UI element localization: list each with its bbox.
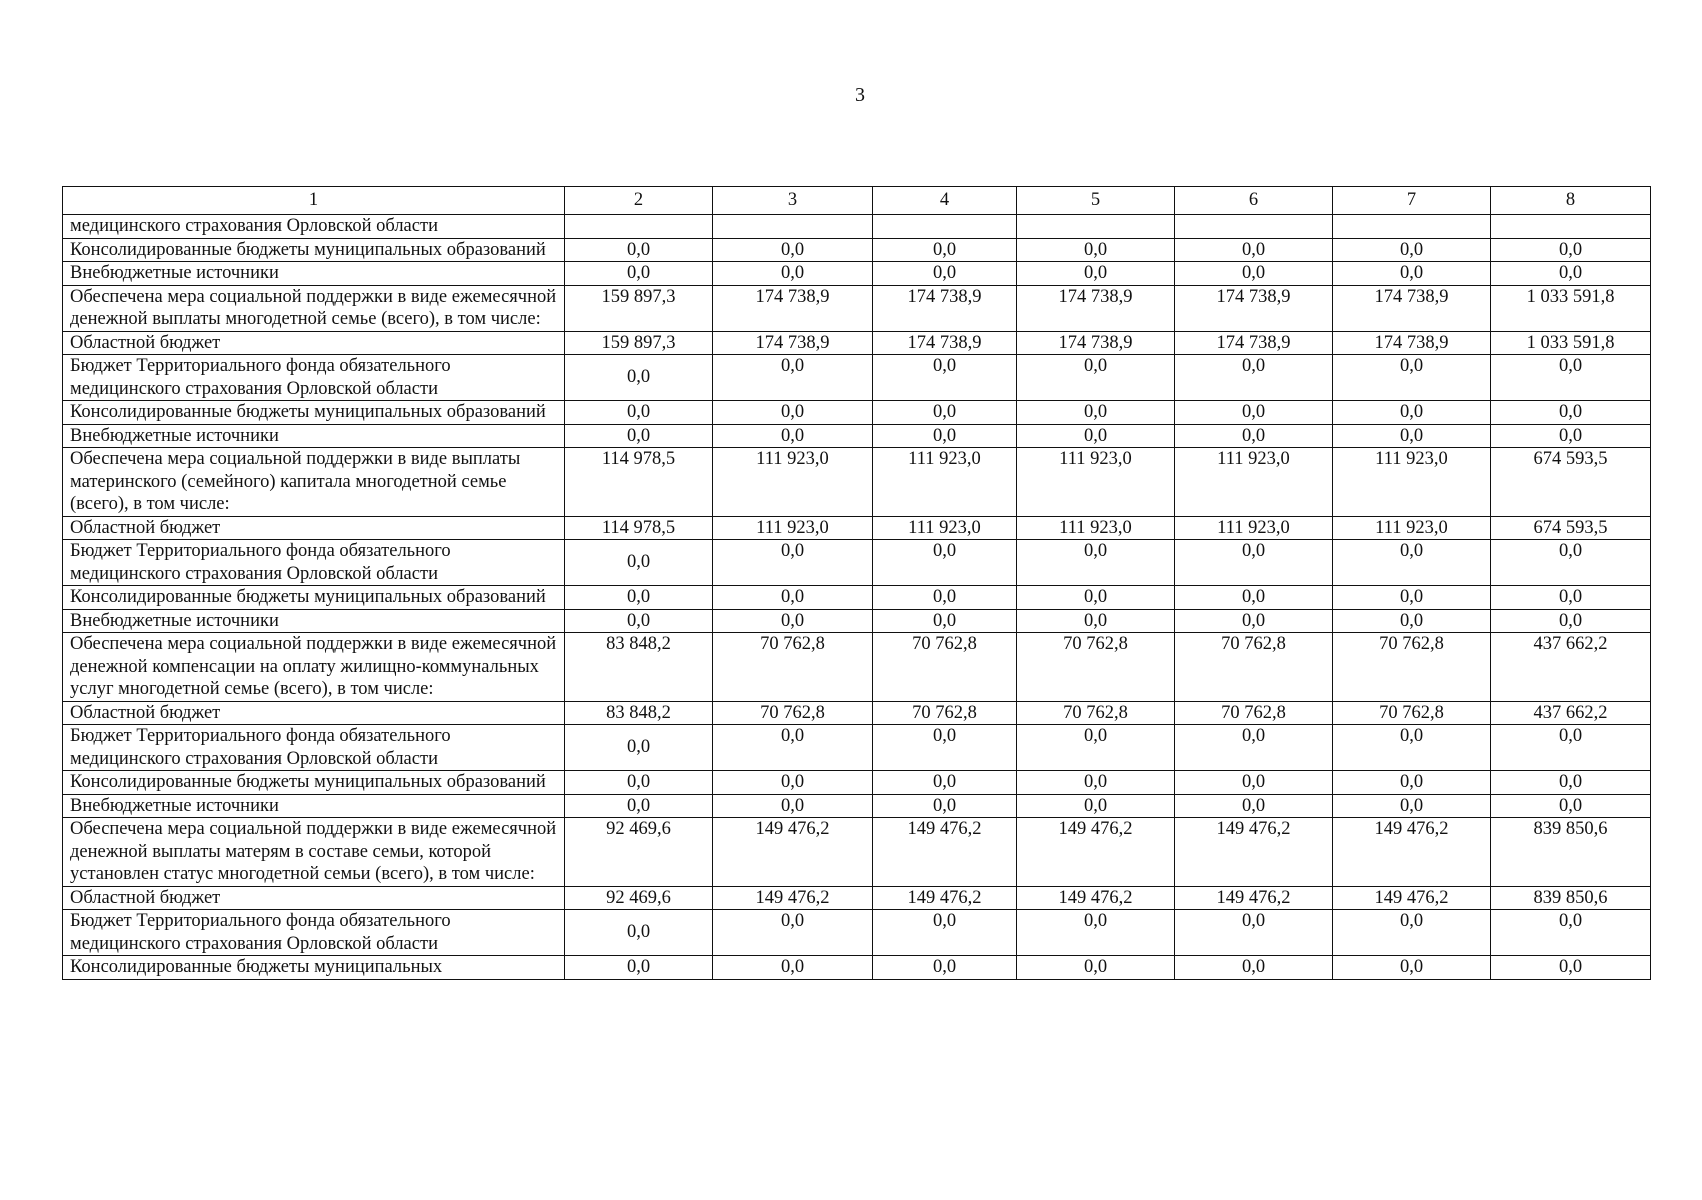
row-label: Обеспечена мера социальной поддержки в виде ежемесячной денежной компенсации на оплату жилищно-коммунальных услуг многодетной семье (всего), в том числе: <box>63 633 565 702</box>
cell-col-2: 0,0 <box>565 725 713 771</box>
cell-col-7: 111 923,0 <box>1333 516 1491 540</box>
cell-col-4: 0,0 <box>873 609 1017 633</box>
cell-col-7: 0,0 <box>1333 771 1491 795</box>
cell-col-6: 0,0 <box>1175 771 1333 795</box>
cell-col-7: 0,0 <box>1333 424 1491 448</box>
cell-col-7: 174 738,9 <box>1333 285 1491 331</box>
row-label: Консолидированные бюджеты муниципальных образований <box>63 401 565 425</box>
cell-col-7 <box>1333 215 1491 239</box>
cell-col-4: 149 476,2 <box>873 818 1017 887</box>
cell-col-3: 70 762,8 <box>713 633 873 702</box>
cell-col-2: 0,0 <box>565 238 713 262</box>
cell-col-5 <box>1017 215 1175 239</box>
cell-col-5: 149 476,2 <box>1017 886 1175 910</box>
cell-col-4: 0,0 <box>873 355 1017 401</box>
cell-col-8: 437 662,2 <box>1491 633 1651 702</box>
table-row <box>63 794 1651 818</box>
cell-col-8: 0,0 <box>1491 262 1651 286</box>
cell-col-5: 0,0 <box>1017 401 1175 425</box>
cell-col-5: 0,0 <box>1017 586 1175 610</box>
budget-table <box>62 186 1651 980</box>
table-row <box>63 633 1651 702</box>
cell-col-8: 0,0 <box>1491 725 1651 771</box>
cell-col-2: 159 897,3 <box>565 285 713 331</box>
cell-col-6: 0,0 <box>1175 540 1333 586</box>
cell-col-5: 111 923,0 <box>1017 516 1175 540</box>
cell-col-6: 174 738,9 <box>1175 331 1333 355</box>
cell-col-4: 0,0 <box>873 586 1017 610</box>
cell-col-5: 0,0 <box>1017 725 1175 771</box>
cell-col-7: 0,0 <box>1333 725 1491 771</box>
table-row <box>63 725 1651 771</box>
table-row <box>63 215 1651 239</box>
cell-col-8: 0,0 <box>1491 910 1651 956</box>
cell-col-3: 174 738,9 <box>713 285 873 331</box>
cell-col-5: 0,0 <box>1017 956 1175 980</box>
table-row <box>63 609 1651 633</box>
cell-col-5: 0,0 <box>1017 910 1175 956</box>
cell-col-4: 174 738,9 <box>873 331 1017 355</box>
cell-col-4: 0,0 <box>873 771 1017 795</box>
column-header-3: 3 <box>713 187 873 215</box>
cell-col-3: 0,0 <box>713 771 873 795</box>
row-label: Внебюджетные источники <box>63 424 565 448</box>
cell-col-4: 0,0 <box>873 401 1017 425</box>
cell-col-2: 0,0 <box>565 956 713 980</box>
cell-col-6: 111 923,0 <box>1175 516 1333 540</box>
table-row <box>63 771 1651 795</box>
cell-col-2: 92 469,6 <box>565 818 713 887</box>
cell-col-5: 0,0 <box>1017 771 1175 795</box>
table-row <box>63 355 1651 401</box>
column-header-8: 8 <box>1491 187 1651 215</box>
cell-col-7: 0,0 <box>1333 794 1491 818</box>
cell-col-2: 114 978,5 <box>565 516 713 540</box>
page-number: 3 <box>855 84 865 106</box>
cell-col-6: 0,0 <box>1175 401 1333 425</box>
cell-col-7: 70 762,8 <box>1333 633 1491 702</box>
cell-col-6: 0,0 <box>1175 586 1333 610</box>
cell-col-8: 0,0 <box>1491 355 1651 401</box>
cell-col-3: 70 762,8 <box>713 701 873 725</box>
cell-col-2: 0,0 <box>565 586 713 610</box>
cell-col-3: 0,0 <box>713 355 873 401</box>
cell-col-3: 0,0 <box>713 956 873 980</box>
cell-col-3 <box>713 215 873 239</box>
row-label: Областной бюджет <box>63 516 565 540</box>
cell-col-4: 174 738,9 <box>873 285 1017 331</box>
cell-col-7: 0,0 <box>1333 956 1491 980</box>
cell-col-3: 0,0 <box>713 401 873 425</box>
cell-col-7: 149 476,2 <box>1333 818 1491 887</box>
row-label: Консолидированные бюджеты муниципальных образований <box>63 586 565 610</box>
cell-col-3: 0,0 <box>713 586 873 610</box>
cell-col-2: 92 469,6 <box>565 886 713 910</box>
cell-col-5: 0,0 <box>1017 355 1175 401</box>
table-row <box>63 910 1651 956</box>
row-label: Консолидированные бюджеты муниципальных образований <box>63 238 565 262</box>
cell-col-6: 70 762,8 <box>1175 701 1333 725</box>
cell-col-3: 0,0 <box>713 262 873 286</box>
row-label: Бюджет Территориального фонда обязательного медицинского страхования Орловской области <box>63 725 565 771</box>
cell-col-2 <box>565 215 713 239</box>
cell-col-3: 111 923,0 <box>713 448 873 517</box>
table-row <box>63 818 1651 887</box>
cell-col-4: 111 923,0 <box>873 448 1017 517</box>
cell-col-4: 0,0 <box>873 424 1017 448</box>
cell-col-6: 0,0 <box>1175 609 1333 633</box>
cell-col-2: 0,0 <box>565 794 713 818</box>
cell-col-5: 0,0 <box>1017 794 1175 818</box>
cell-col-8: 839 850,6 <box>1491 886 1651 910</box>
cell-col-7: 70 762,8 <box>1333 701 1491 725</box>
cell-col-5: 149 476,2 <box>1017 818 1175 887</box>
row-label: Обеспечена мера социальной поддержки в виде выплаты материнского (семейного) капитала многодетной семье (всего), в том числе: <box>63 448 565 517</box>
table-row <box>63 285 1651 331</box>
table-row <box>63 401 1651 425</box>
cell-col-3: 149 476,2 <box>713 818 873 887</box>
cell-col-5: 0,0 <box>1017 262 1175 286</box>
column-header-1: 1 <box>63 187 565 215</box>
cell-col-4: 111 923,0 <box>873 516 1017 540</box>
cell-col-2: 0,0 <box>565 771 713 795</box>
cell-col-2: 83 848,2 <box>565 633 713 702</box>
row-label: Обеспечена мера социальной поддержки в виде ежемесячной денежной выплаты многодетной семье (всего), в том числе: <box>63 285 565 331</box>
cell-col-2: 0,0 <box>565 262 713 286</box>
cell-col-5: 111 923,0 <box>1017 448 1175 517</box>
cell-col-8: 0,0 <box>1491 401 1651 425</box>
cell-col-2: 0,0 <box>565 355 713 401</box>
cell-col-6: 174 738,9 <box>1175 285 1333 331</box>
table-row <box>63 956 1651 980</box>
cell-col-4: 0,0 <box>873 910 1017 956</box>
cell-col-4: 0,0 <box>873 238 1017 262</box>
cell-col-4: 0,0 <box>873 956 1017 980</box>
table-row <box>63 586 1651 610</box>
cell-col-6: 149 476,2 <box>1175 886 1333 910</box>
cell-col-5: 70 762,8 <box>1017 633 1175 702</box>
cell-col-6: 0,0 <box>1175 725 1333 771</box>
cell-col-5: 0,0 <box>1017 424 1175 448</box>
row-label: Областной бюджет <box>63 886 565 910</box>
cell-col-3: 0,0 <box>713 609 873 633</box>
cell-col-4: 0,0 <box>873 725 1017 771</box>
column-header-6: 6 <box>1175 187 1333 215</box>
cell-col-8: 0,0 <box>1491 956 1651 980</box>
cell-col-3: 0,0 <box>713 910 873 956</box>
cell-col-5: 174 738,9 <box>1017 331 1175 355</box>
cell-col-6: 0,0 <box>1175 262 1333 286</box>
row-label: Бюджет Территориального фонда обязательного медицинского страхования Орловской области <box>63 540 565 586</box>
cell-col-5: 0,0 <box>1017 238 1175 262</box>
cell-col-6: 0,0 <box>1175 794 1333 818</box>
cell-col-8: 0,0 <box>1491 586 1651 610</box>
table-row <box>63 424 1651 448</box>
cell-col-8: 1 033 591,8 <box>1491 285 1651 331</box>
row-label: Обеспечена мера социальной поддержки в виде ежемесячной денежной выплаты матерям в составе семьи, которой установлен статус многодетной семьи (всего), в том числе: <box>63 818 565 887</box>
cell-col-7: 149 476,2 <box>1333 886 1491 910</box>
cell-col-3: 0,0 <box>713 725 873 771</box>
cell-col-2: 0,0 <box>565 540 713 586</box>
cell-col-3: 0,0 <box>713 424 873 448</box>
cell-col-8: 437 662,2 <box>1491 701 1651 725</box>
table-row <box>63 516 1651 540</box>
cell-col-5: 0,0 <box>1017 540 1175 586</box>
cell-col-8: 0,0 <box>1491 424 1651 448</box>
table-row <box>63 886 1651 910</box>
cell-col-3: 0,0 <box>713 540 873 586</box>
cell-col-8 <box>1491 215 1651 239</box>
cell-col-7: 0,0 <box>1333 609 1491 633</box>
row-label: Областной бюджет <box>63 331 565 355</box>
row-label: Консолидированные бюджеты муниципальных <box>63 956 565 980</box>
cell-col-3: 0,0 <box>713 238 873 262</box>
cell-col-5: 0,0 <box>1017 609 1175 633</box>
cell-col-7: 0,0 <box>1333 262 1491 286</box>
cell-col-7: 174 738,9 <box>1333 331 1491 355</box>
row-label: медицинского страхования Орловской области <box>63 215 565 239</box>
cell-col-5: 174 738,9 <box>1017 285 1175 331</box>
cell-col-6 <box>1175 215 1333 239</box>
cell-col-4: 0,0 <box>873 794 1017 818</box>
row-label: Областной бюджет <box>63 701 565 725</box>
cell-col-7: 0,0 <box>1333 586 1491 610</box>
column-header-5: 5 <box>1017 187 1175 215</box>
cell-col-7: 0,0 <box>1333 355 1491 401</box>
column-header-2: 2 <box>565 187 713 215</box>
cell-col-8: 674 593,5 <box>1491 516 1651 540</box>
column-header-7: 7 <box>1333 187 1491 215</box>
row-label: Бюджет Территориального фонда обязательного медицинского страхования Орловской области <box>63 355 565 401</box>
table-row <box>63 540 1651 586</box>
cell-col-8: 0,0 <box>1491 609 1651 633</box>
cell-col-2: 0,0 <box>565 401 713 425</box>
cell-col-2: 0,0 <box>565 424 713 448</box>
cell-col-8: 0,0 <box>1491 540 1651 586</box>
column-header-4: 4 <box>873 187 1017 215</box>
table-row <box>63 262 1651 286</box>
cell-col-4 <box>873 215 1017 239</box>
cell-col-5: 70 762,8 <box>1017 701 1175 725</box>
cell-col-2: 0,0 <box>565 910 713 956</box>
cell-col-6: 0,0 <box>1175 238 1333 262</box>
cell-col-6: 70 762,8 <box>1175 633 1333 702</box>
row-label: Внебюджетные источники <box>63 794 565 818</box>
cell-col-6: 0,0 <box>1175 355 1333 401</box>
row-label: Внебюджетные источники <box>63 262 565 286</box>
cell-col-8: 0,0 <box>1491 794 1651 818</box>
cell-col-8: 0,0 <box>1491 771 1651 795</box>
cell-col-6: 149 476,2 <box>1175 818 1333 887</box>
cell-col-8: 839 850,6 <box>1491 818 1651 887</box>
cell-col-4: 70 762,8 <box>873 701 1017 725</box>
row-label: Внебюджетные источники <box>63 609 565 633</box>
cell-col-4: 70 762,8 <box>873 633 1017 702</box>
cell-col-3: 0,0 <box>713 794 873 818</box>
cell-col-4: 0,0 <box>873 540 1017 586</box>
cell-col-8: 674 593,5 <box>1491 448 1651 517</box>
cell-col-6: 0,0 <box>1175 910 1333 956</box>
table-row <box>63 331 1651 355</box>
cell-col-8: 0,0 <box>1491 238 1651 262</box>
cell-col-3: 111 923,0 <box>713 516 873 540</box>
row-label: Бюджет Территориального фонда обязательного медицинского страхования Орловской области <box>63 910 565 956</box>
header-row <box>63 187 1651 215</box>
cell-col-7: 0,0 <box>1333 401 1491 425</box>
cell-col-6: 0,0 <box>1175 424 1333 448</box>
cell-col-4: 149 476,2 <box>873 886 1017 910</box>
cell-col-3: 174 738,9 <box>713 331 873 355</box>
table-row <box>63 701 1651 725</box>
cell-col-3: 149 476,2 <box>713 886 873 910</box>
cell-col-4: 0,0 <box>873 262 1017 286</box>
table-row <box>63 238 1651 262</box>
cell-col-7: 0,0 <box>1333 910 1491 956</box>
cell-col-2: 83 848,2 <box>565 701 713 725</box>
cell-col-8: 1 033 591,8 <box>1491 331 1651 355</box>
cell-col-6: 0,0 <box>1175 956 1333 980</box>
table-body <box>63 215 1651 980</box>
row-label: Консолидированные бюджеты муниципальных образований <box>63 771 565 795</box>
cell-col-7: 111 923,0 <box>1333 448 1491 517</box>
cell-col-6: 111 923,0 <box>1175 448 1333 517</box>
table-row <box>63 448 1651 517</box>
cell-col-2: 159 897,3 <box>565 331 713 355</box>
cell-col-7: 0,0 <box>1333 540 1491 586</box>
cell-col-2: 0,0 <box>565 609 713 633</box>
cell-col-7: 0,0 <box>1333 238 1491 262</box>
cell-col-2: 114 978,5 <box>565 448 713 517</box>
